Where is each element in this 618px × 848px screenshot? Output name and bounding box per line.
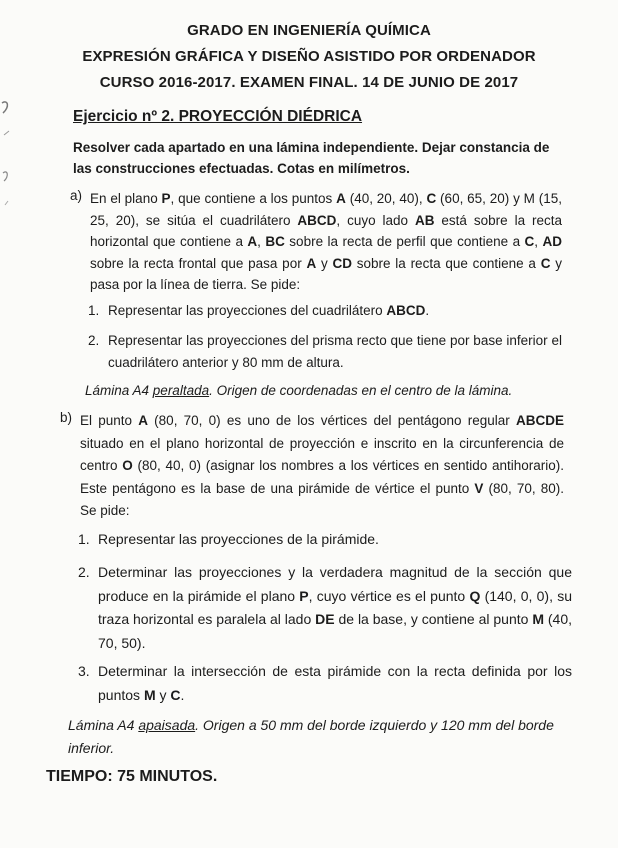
scan-edge-marks	[0, 95, 12, 235]
part-b-item-2	[78, 561, 572, 655]
item-text: Representar las proyecciones de la pirámide.	[98, 531, 379, 547]
part-a-sheet-note: Lámina A4 peraltada. Origen de coordenadas en el centro de la lámina.	[85, 383, 513, 398]
part-a-statement: En el plano P, que contiene a los puntos A (40, 20, 40), C (60, 65, 20) y M (15, 25, 20), se sitúa el cuadrilátero ABCD, cuyo lado AB está sobre la recta horizontal que contiene a A, BC sobre la recta de perfil que contiene a C, AD sobre la recta frontal que pasa por A y CD sobre la recta que contiene a C y pasa por la línea de tierra. Se pide:	[90, 191, 563, 292]
sheet-orientation: apaisada	[138, 717, 196, 733]
item-text: Representar las proyecciones del prisma recto que tiene por base inferior el cuadrilátero anterior y 80 mm de altura.	[108, 333, 562, 370]
part-a-item-1	[88, 300, 562, 322]
item-number: 2.	[78, 564, 90, 580]
part-a-item-2	[88, 330, 562, 374]
header-course-name: EXPRESIÓN GRÁFICA Y DISEÑO ASISTIDO POR ORDENADOR	[82, 48, 536, 65]
exercise-intro: Resolver cada apartado en una lámina independiente. Dejar constancia de las construcciones efectuadas. Cotas en milímetros.	[73, 140, 550, 176]
part-b-item-1	[78, 528, 572, 552]
part-b-label: b)	[60, 410, 73, 425]
item-text: Determinar la intersección de esta pirámide con la recta definida por los puntos M y C.	[98, 663, 572, 703]
item-number: 1.	[78, 531, 90, 547]
item-number: 1.	[88, 303, 100, 318]
header-exam-date: CURSO 2016-2017. EXAMEN FINAL. 14 DE JUNIO DE 2017	[99, 74, 519, 91]
part-a-label: a)	[70, 188, 83, 203]
sheet-orientation: peraltada	[152, 383, 210, 398]
item-number: 3.	[78, 663, 90, 679]
part-b-item-3	[78, 660, 572, 708]
item-number: 2.	[88, 333, 100, 348]
item-text: Determinar las proyecciones y la verdadera magnitud de la sección que produce en la pirámide el plano P, cuyo vértice es el punto Q (140, 0, 0), su traza horizontal es paralela al lado DE de la base, y contiene al punto M (40, 70, 50).	[98, 564, 572, 651]
part-b-statement: El punto A (80, 70, 0) es uno de los vértices del pentágono regular ABCDE situado en el plano horizontal de proyección e inscrito en la circunferencia de centro O (80, 40, 0) (asignar los nombres a los vértices en sentido antihorario). Este pentágono es la base de una pirámide de vértice el punto V (80, 70, 80). Se pide:	[80, 413, 565, 518]
item-text: Representar las proyecciones del cuadrilátero ABCD.	[108, 303, 430, 318]
part-b-sheet-note: Lámina A4 apaisada. Origen a 50 mm del borde izquierdo y 120 mm del borde inferior.	[68, 717, 554, 756]
exercise-title: Ejercicio nº 2. PROYECCIÓN DIÉDRICA	[73, 108, 363, 125]
exam-duration: TIEMPO: 75 MINUTOS.	[46, 768, 218, 785]
header-degree: GRADO EN INGENIERÍA QUÍMICA	[187, 22, 431, 39]
